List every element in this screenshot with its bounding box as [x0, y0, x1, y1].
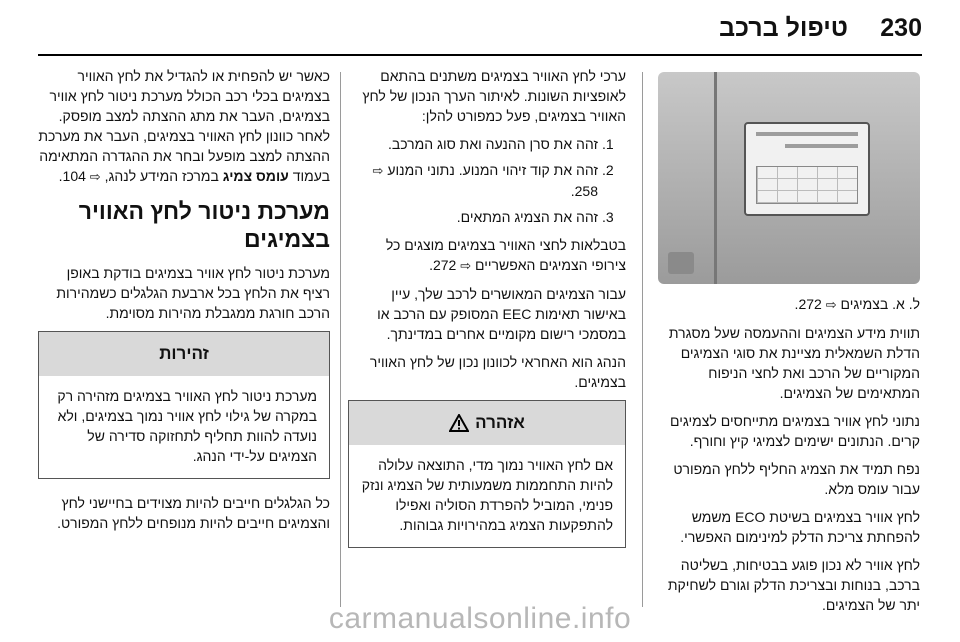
section-heading-tpms: מערכת ניטור לחץ האוויר בצמיגים — [78, 198, 330, 252]
tyre-load-term: עומס צמיג — [222, 168, 289, 184]
page-ref-icon: ⇨ — [825, 297, 837, 312]
warning-box — [348, 400, 626, 548]
paragraph-pressure-intro: ערכי לחץ האוויר בצמיגים משתנים בהתאם לאופציות השונות. לאיתור הערך הנכון של לחץ האוויר בצמיגים, פעל כמפורט להלן: — [362, 68, 626, 124]
warning-title: אזהרה — [475, 413, 525, 432]
paragraph-pressure-tables: בטבלאות לחצי האוויר בצמיגים מוצגים כל צירופי הצמיגים האפשריים ⇨ 272. — [348, 235, 626, 276]
left-column — [38, 66, 330, 541]
page-ref-icon: ⇨ — [372, 163, 384, 178]
column-divider-left — [340, 72, 341, 607]
paragraph-adjust-pressure: כאשר יש להפחית או להגדיל את לחץ האוויר בצמיגים בכלי רכב הכולל מערכת ניטור לחץ אוויר בצמיגים, העבר את מתג ההצתה למצב מופסק. לאחר כוונון לחץ האוויר בצמיגים, העבר את מערכת ההצתה למצב מופעל ובחר את ההגדרה המתאימה בעמוד עומס צמיג במרכז המידע לנהג, ⇨ 104. — [38, 66, 330, 187]
door-seam — [714, 72, 717, 284]
watermark: carmanualsonline.info — [328, 602, 632, 635]
step-item: 3. זהה את הצמיג המתאים. — [456, 209, 614, 225]
figure-caption: ל. א. בצמיגים ⇨ 272. — [658, 294, 920, 315]
column-divider-right — [642, 72, 643, 607]
middle-column — [348, 66, 626, 562]
caution-box — [38, 331, 330, 479]
step-item: 1. זהה את סרן ההנעה ואת סוג המרכב. — [387, 136, 614, 152]
page-ref-icon: ⇨ — [89, 169, 101, 184]
caution-title: זהירות — [159, 344, 209, 363]
page-header — [0, 0, 960, 60]
paragraph-label-info: תווית מידע הצמיגים וההעמסה שעל מסגרת הדלת השמאלית מציינת את סוגי הצמיגים המקוריים של הרכב ואת לחצי הניפוח המתאימים של הצמיגים. — [668, 325, 920, 401]
step-item: 2. זהה את קוד זיהוי המנוע. נתוני המנוע ⇨ 258. — [372, 162, 614, 199]
paragraph-tpms-description: מערכת ניטור לחץ אוויר בצמיגים בודקת באופן רציף את הלחץ בכל ארבעת הגלגלים כשמהירות הרכב חורגת ממגבלת מהירות מסוימת. — [56, 265, 330, 321]
tyre-information-label — [744, 122, 870, 216]
warning-body: אם לחץ האוויר נמוך מדי, התוצאה עלולה להיות התחממות משמעותית של הצמיג ונזק פנימי, המוביל להפרדת הסוליה ואפילו להתפקעות הצמיג במהירויות גבוהות. — [361, 457, 613, 533]
figure-caption-ref: 272 — [798, 296, 822, 312]
steps-list — [348, 134, 626, 227]
paragraph-wheel-sensors: כל הגלגלים חייבים להיות מצוידים בחיישני לחץ והצמיגים חייבים להיות מנופחים ללחץ המפורט. — [57, 495, 330, 531]
paragraph-eec-approval: עבור הצמיגים המאושרים לרכב שלך, עיין באישור תאימות EEC המסופק עם הרכב או במסמכי רישום מקומיים אחרים במדינתך. — [377, 286, 626, 342]
warning-triangle-icon — [449, 414, 469, 432]
page-number: 230 — [880, 14, 922, 42]
door-latch — [668, 252, 694, 274]
paragraph-wrong-pressure: לחץ אוויר לא נכון פוגע בבטיחות, בשליטה ברכב, בנוחות ובצריכת הדלק וגורם לשחיקת יתר של הצמיגים. — [667, 557, 920, 613]
page-ref-icon: ⇨ — [460, 258, 472, 273]
caution-header — [39, 332, 329, 376]
right-column — [658, 66, 920, 623]
tyre-label-photo — [658, 72, 920, 284]
paragraph-cold-tyres: נתוני לחץ אוויר בצמיגים מתייחסים לצמיגים קרים. הנתונים ישימים לצמיגי קיץ וחורף. — [670, 413, 920, 449]
header-rule — [38, 54, 922, 56]
paragraph-eco-pressure: לחץ אוויר בצמיגים בשיטת ECO משמש להפחתת צריכת הדלק למינימום האפשרי. — [680, 509, 920, 545]
paragraph-spare-wheel: נפח תמיד את הצמיג החליף ללחץ המפורט עבור עומס מלא. — [673, 461, 920, 497]
caution-body: מערכת ניטור לחץ האוויר בצמיגים מזהירה רק במקרה של גילוי לחץ אוויר נמוך בצמיגים, ולא נועדה להוות תחליף לתחזוקה סדירה של הצמיגים על-ידי הנהג. — [57, 388, 317, 464]
warning-header — [349, 401, 625, 445]
paragraph-driver-responsibility: הנהג הוא האחראי לכוונון נכון של לחץ האוויר בצמיגים. — [369, 354, 626, 390]
section-title: טיפול ברכב — [719, 14, 848, 42]
